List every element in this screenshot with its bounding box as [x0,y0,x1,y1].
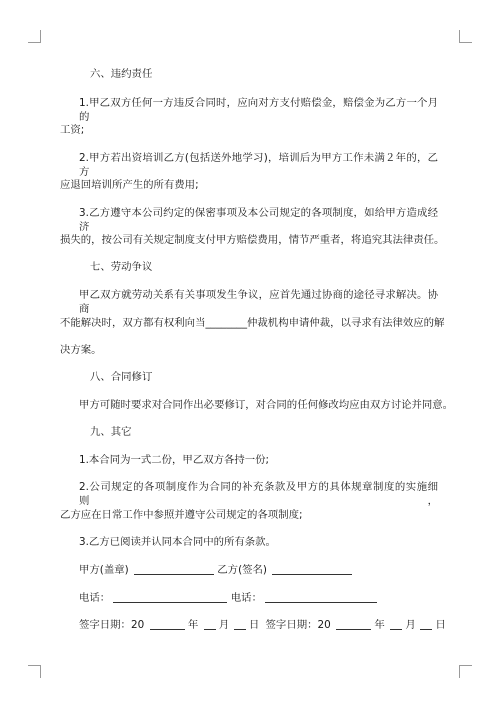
paragraph-line: 甲乙双方就劳动关系有关事项发生争议，应首先通过协商的途径寻求解决。协商 [79,289,438,315]
year-label: 年 [187,619,199,631]
section-heading-breach: 六、违约责任 [90,68,153,80]
paragraph-line: 2.甲方若出资培训乙方(包括送外地学习)，培训后为甲方工作未满２年的，乙方 [79,152,438,178]
date-label-a: 签字日期：20 [79,619,145,631]
crop-mark-bottom-left [28,665,41,678]
paragraph-line: 不能解决时，双方都有权利向当________仲裁机构申请仲裁，以寻求有法律效应的解 [60,317,445,329]
party-b-label: 乙方(签名) [217,564,267,576]
party-a-label: 甲方(盖章) [79,564,129,576]
phone-label-a: 电话： [79,592,111,604]
phone-row [79,591,377,605]
date-row [79,618,446,632]
party-b-month-field[interactable] [390,618,402,630]
paragraph-line: 1.甲乙双方任何一方违反合同时，应向对方支付赔偿金，赔偿金为乙方一个月的 [79,97,438,123]
section-heading-labor-dispute: 七、劳动争议 [90,261,153,273]
paragraph-line: 2.公司规定的各项制度作为合同的补充条款及甲方的具体规章制度的实施细则， [79,481,438,507]
crop-mark-bottom-right [459,665,472,678]
crop-mark-top-left [28,30,41,43]
paragraph-line: 3.乙方已阅读并认同本合同中的所有条款。 [79,536,276,548]
party-b-day-field[interactable] [420,618,432,630]
section-heading-contract-revision: 八、合同修订 [90,371,153,383]
party-a-seal-field[interactable] [134,563,214,575]
party-a-month-field[interactable] [204,618,216,630]
year-label: 年 [374,619,385,631]
party-b-phone-field[interactable] [265,591,377,603]
month-label: 月 [218,619,230,631]
paragraph-line: 3.乙方遵守本公司约定的保密事项及本公司规定的各项制度，如给甲方造成经济 [79,207,438,233]
section-heading-other: 九、其它 [90,426,132,438]
paragraph-line: 应退回培训所产生的所有费用; [60,179,199,191]
party-a-day-field[interactable] [234,618,246,630]
signature-row [79,563,352,577]
paragraph-line: 损失的，按公司有关规定制度支付甲方赔偿费用，情节严重者，将追究其法律责任。 [60,234,445,246]
phone-label-b: 电话： [230,592,262,604]
party-b-signature-field[interactable] [272,563,352,575]
paragraph-line: 甲方可随时要求对合同作出必要修订，对合同的任何修改均应由双方讨论并同意。 [79,399,454,411]
day-label: 日 [435,619,446,631]
crop-mark-top-right [459,30,472,43]
month-label: 月 [405,619,416,631]
party-a-phone-field[interactable] [113,591,227,603]
paragraph-line: 1.本合同为一式二份，甲乙双方各持一份; [79,454,270,466]
paragraph-line: 工资; [60,124,85,136]
day-label: 日 [248,619,260,631]
paragraph-line: 决方案。 [60,344,102,356]
party-b-year-field[interactable] [336,618,371,630]
date-label-b: 签字日期：20 [265,619,331,631]
paragraph-line: 乙方应在日常工作中参照并遵守公司规定的各项制度; [60,509,303,521]
party-a-year-field[interactable] [150,618,185,630]
